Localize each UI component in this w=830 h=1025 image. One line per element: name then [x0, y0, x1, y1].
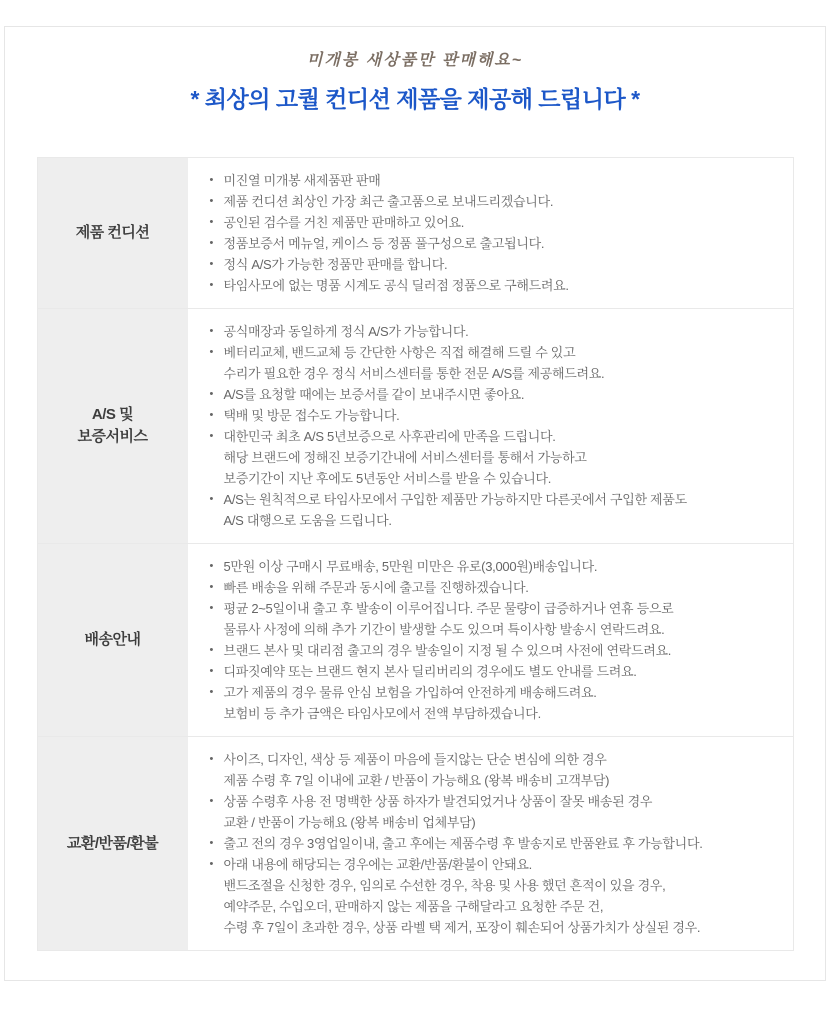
- bullet-icon: •: [209, 279, 214, 291]
- policy-bullet-item: [210, 233, 783, 254]
- policy-bullet-item: [210, 854, 783, 938]
- bullet-icon: •: [209, 858, 214, 870]
- bullet-text: 상품 수령후 사용 전 명백한 상품 하자가 발견되었거나 상품이 잘못 배송된 경우 교환 / 반품이 가능해요 (왕복 배송비 업체부담): [223, 794, 653, 830]
- policy-bullet-item: [210, 749, 783, 791]
- bullet-icon: •: [209, 430, 214, 442]
- bullet-icon: •: [209, 665, 214, 677]
- bullet-icon: •: [209, 795, 214, 807]
- policy-bullet-item: [210, 682, 783, 724]
- policy-row: [38, 158, 793, 309]
- policy-bullet-item: [210, 661, 783, 682]
- policy-table: [37, 157, 794, 951]
- bullet-text: 타임사모에 없는 명품 시계도 공식 딜러점 정품으로 구해드려요.: [223, 278, 569, 293]
- policy-bullet-item: [210, 426, 783, 489]
- policy-row-header: 교환/반품/환불: [38, 737, 188, 950]
- tagline: 미개봉 새상품만 판매해요~: [306, 52, 524, 69]
- bullet-text: 디파짓예약 또는 브랜드 현지 본사 딜리버리의 경우에도 별도 안내를 드려요.: [223, 664, 637, 679]
- policy-bullet-item: [210, 170, 783, 191]
- policy-row-body: [188, 309, 793, 543]
- bullet-text: 고가 제품의 경우 물류 안심 보험을 가입하여 안전하게 배송해드려요. 보험비 등 추가 금액은 타임사모에서 전액 부담하겠습니다.: [223, 685, 597, 721]
- bullet-icon: •: [209, 325, 214, 337]
- bullet-icon: •: [209, 560, 214, 572]
- bullet-text: 택배 및 방문 접수도 가능합니다.: [223, 408, 400, 423]
- bullet-text: 브랜드 본사 및 대리점 출고의 경우 발송일이 지정 될 수 있으며 사전에 연락드려요.: [223, 643, 672, 658]
- bullet-icon: •: [209, 581, 214, 593]
- bullet-icon: •: [209, 216, 214, 228]
- bullet-icon: •: [209, 346, 214, 358]
- bullet-text: 대한민국 최초 A/S 5년보증으로 사후관리에 만족을 드립니다. 해당 브랜드에 정해진 보증기간내에 서비스센터를 통해서 가능하고 보증기간이 지난 후에도 5년동안 서비스를 받을 수 있습니다.: [223, 429, 587, 486]
- bullet-text: 5만원 이상 구매시 무료배송, 5만원 미만은 유로(3,000원)배송입니다.: [223, 559, 598, 574]
- bullet-text: 아래 내용에 해당되는 경우에는 교환/반품/환불이 안돼요. 밴드조절을 신청한 경우, 임의로 수선한 경우, 착용 및 사용 했던 흔적이 있을 경우, 예약주문, 수입오더, 판매하지 않는 제품을 구해달라고 요청한 주문 건, 수령 후 7일이 초과한 경우, 상품 라벨 택 제거, 포장이 훼손되어 상품가치가 상실된 경우.: [223, 857, 701, 935]
- policy-row: [38, 544, 793, 737]
- bullet-text: 빠른 배송을 위해 주문과 동시에 출고를 진행하겠습니다.: [223, 580, 529, 595]
- policy-row: [38, 309, 793, 544]
- policy-bullet-item: [210, 598, 783, 640]
- policy-row-body: [188, 158, 793, 308]
- bullet-text: A/S는 원칙적으로 타임사모에서 구입한 제품만 가능하지만 다른곳에서 구입한 제품도 A/S 대행으로 도움을 드립니다.: [223, 492, 687, 528]
- policy-bullet-list: [210, 170, 783, 296]
- policy-bullet-item: [210, 275, 783, 296]
- bullet-icon: •: [209, 493, 214, 505]
- policy-row-header: A/S 및 보증서비스: [38, 309, 188, 543]
- bullet-icon: •: [209, 409, 214, 421]
- policy-bullet-item: [210, 342, 783, 384]
- bullet-text: 정품보증서 메뉴얼, 케이스 등 정품 풀구성으로 출고됩니다.: [223, 236, 545, 251]
- policy-bullet-item: [210, 833, 783, 854]
- bullet-icon: •: [209, 837, 214, 849]
- bullet-icon: •: [209, 237, 214, 249]
- policy-bullet-list: [210, 556, 783, 724]
- policy-row-body: [188, 544, 793, 736]
- policy-bullet-item: [210, 212, 783, 233]
- bullet-icon: •: [209, 602, 214, 614]
- policy-bullet-item: [210, 384, 783, 405]
- bullet-icon: •: [209, 174, 214, 186]
- bullet-icon: •: [209, 388, 214, 400]
- page-title: * 최상의 고퀄 컨디션 제품을 제공해 드립니다 *: [190, 86, 640, 112]
- content-frame: [4, 26, 826, 981]
- bullet-text: 공식매장과 동일하게 정식 A/S가 가능합니다.: [223, 324, 469, 339]
- bullet-icon: •: [209, 644, 214, 656]
- bullet-text: 정식 A/S가 가능한 정품만 판매를 합니다.: [223, 257, 448, 272]
- policy-row-header: 배송안내: [38, 544, 188, 736]
- policy-bullet-item: [210, 321, 783, 342]
- policy-bullet-list: [210, 321, 783, 531]
- policy-bullet-item: [210, 640, 783, 661]
- bullet-text: 공인된 검수를 거친 제품만 판매하고 있어요.: [223, 215, 465, 230]
- bullet-text: 사이즈, 디자인, 색상 등 제품이 마음에 들지않는 단순 변심에 의한 경우 제품 수령 후 7일 이내에 교환 / 반품이 가능해요 (왕복 배송비 고객부담): [223, 752, 610, 788]
- bullet-icon: •: [209, 686, 214, 698]
- policy-row: [38, 737, 793, 950]
- bullet-text: 미진열 미개봉 새제품판 판매: [223, 173, 381, 188]
- bullet-text: 제품 컨디션 최상인 가장 최근 출고품으로 보내드리겠습니다.: [223, 194, 554, 209]
- policy-bullet-list: [210, 749, 783, 938]
- policy-row-header: 제품 컨디션: [38, 158, 188, 308]
- bullet-text: 평균 2~5일이내 출고 후 발송이 이루어집니다. 주문 물량이 급증하거나 연휴 등으로 물류사 사정에 의해 추가 기간이 발생할 수도 있으며 특이사항 발송시 연락드려요.: [223, 601, 674, 637]
- bullet-text: A/S를 요청할 때에는 보증서를 같이 보내주시면 좋아요.: [223, 387, 525, 402]
- policy-bullet-item: [210, 556, 783, 577]
- policy-bullet-item: [210, 191, 783, 212]
- bullet-icon: •: [209, 195, 214, 207]
- bullet-text: 베터리교체, 밴드교체 등 간단한 사항은 직접 해결해 드릴 수 있고 수리가 필요한 경우 정식 서비스센터를 통한 전문 A/S를 제공해드려요.: [223, 345, 605, 381]
- policy-bullet-item: [210, 577, 783, 598]
- bullet-icon: •: [209, 258, 214, 270]
- bullet-text: 출고 전의 경우 3영업일이내, 출고 후에는 제품수령 후 발송지로 반품완료 후 가능합니다.: [223, 836, 703, 851]
- policy-row-body: [188, 737, 793, 950]
- bullet-icon: •: [209, 753, 214, 765]
- policy-bullet-item: [210, 791, 783, 833]
- policy-bullet-item: [210, 254, 783, 275]
- policy-bullet-item: [210, 489, 783, 531]
- policy-bullet-item: [210, 405, 783, 426]
